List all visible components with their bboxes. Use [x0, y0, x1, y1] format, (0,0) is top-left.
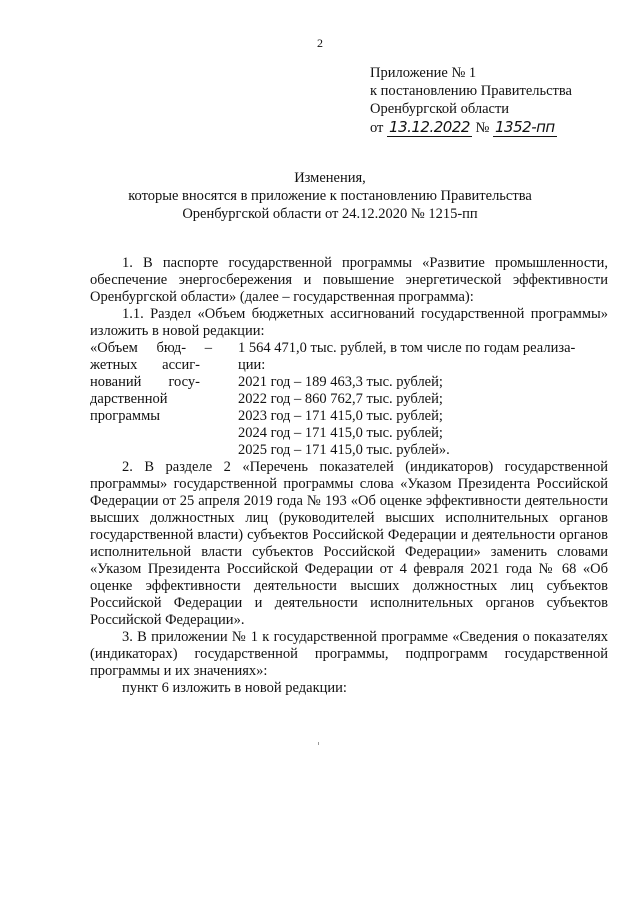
- handwritten-number: 1352-пп: [495, 118, 555, 136]
- paragraph-2: 2. В разделе 2 «Перечень показателей (индикаторов) государственной программы» государственной программы слова «Указом Президента Российской Федерации от 25 апреля 2019 года № 193 «Об оценке эффективности деятельности высших должностных лиц (руководителей высших исполнительных органов государственной власти) субъектов Российской Федерации и деятельности органов исполнительной власти субъектов Российской Федерации» заменить словами «Указом Президента Российской Федерации от 4 февраля 2021 года № 68 «Об оценке эффективности деятельности высших должностных лиц субъектов Российской Федерации и деятельности исполнительных органов субъектов Российской Федерации».: [90, 459, 608, 628]
- title-line2: которые вносятся в приложение к постановлению Правительства: [128, 188, 532, 204]
- budget-table: [90, 340, 608, 459]
- paragraph-1-1: 1.1. Раздел «Объем бюджетных ассигнований государственной программы» изложить в новой редакции:: [90, 306, 608, 339]
- budget-value-line: 2025 год – 171 415,0 тыс. рублей».: [238, 442, 450, 458]
- paragraph-1: 1. В паспорте государственной программы «Развитие промышленности, обеспечение энергосбережения и повышение энергетической эффективности Оренбургской области» (далее – государственная программа):: [90, 255, 608, 305]
- document-body: [90, 255, 608, 697]
- budget-label-line: нований госу-: [90, 374, 200, 390]
- budget-value-line: 1 564 471,0 тыс. рублей, в том числе по годам реализа-: [238, 340, 576, 356]
- scan-mark: [318, 742, 319, 745]
- appendix-line3: Оренбургской области: [370, 101, 510, 117]
- appendix-line1: Приложение № 1: [370, 65, 477, 81]
- decree-date-number: [370, 118, 572, 137]
- budget-value-line: 2022 год – 860 762,7 тыс. рублей;: [238, 391, 443, 407]
- budget-value-line: 2021 год – 189 463,3 тыс. рублей;: [238, 374, 443, 390]
- paragraph-3-1: пункт 6 изложить в новой редакции:: [122, 680, 347, 696]
- budget-label-line: программы: [90, 408, 160, 424]
- appendix-line2: к постановлению Правительства: [370, 83, 572, 99]
- title-line3: Оренбургской области от 24.12.2020 № 1215-пп: [182, 206, 478, 222]
- appendix-header: [370, 64, 572, 137]
- handwritten-date: 13.12.2022: [389, 118, 470, 136]
- budget-label-line: дарственной: [90, 391, 168, 407]
- budget-value-line: 2023 год – 171 415,0 тыс. рублей;: [238, 408, 443, 424]
- number-prefix: №: [475, 120, 490, 136]
- page-number: 2: [317, 36, 323, 50]
- budget-label-line: «Объем бюд- –: [90, 340, 212, 356]
- budget-value-line: 2024 год – 171 415,0 тыс. рублей;: [238, 425, 443, 441]
- budget-label: [90, 340, 238, 459]
- title-line1: Изменения,: [294, 170, 366, 186]
- budget-label-line: жетных ассиг-: [90, 357, 200, 373]
- document-title: [60, 169, 600, 223]
- paragraph-3: 3. В приложении № 1 к государственной программе «Сведения о показателях (индикаторах) государственной программы, подпрограмм государственной программы и их значениях»:: [90, 629, 608, 679]
- date-prefix: от: [370, 120, 384, 136]
- budget-value-line: ции:: [238, 357, 266, 373]
- budget-values: [238, 340, 608, 459]
